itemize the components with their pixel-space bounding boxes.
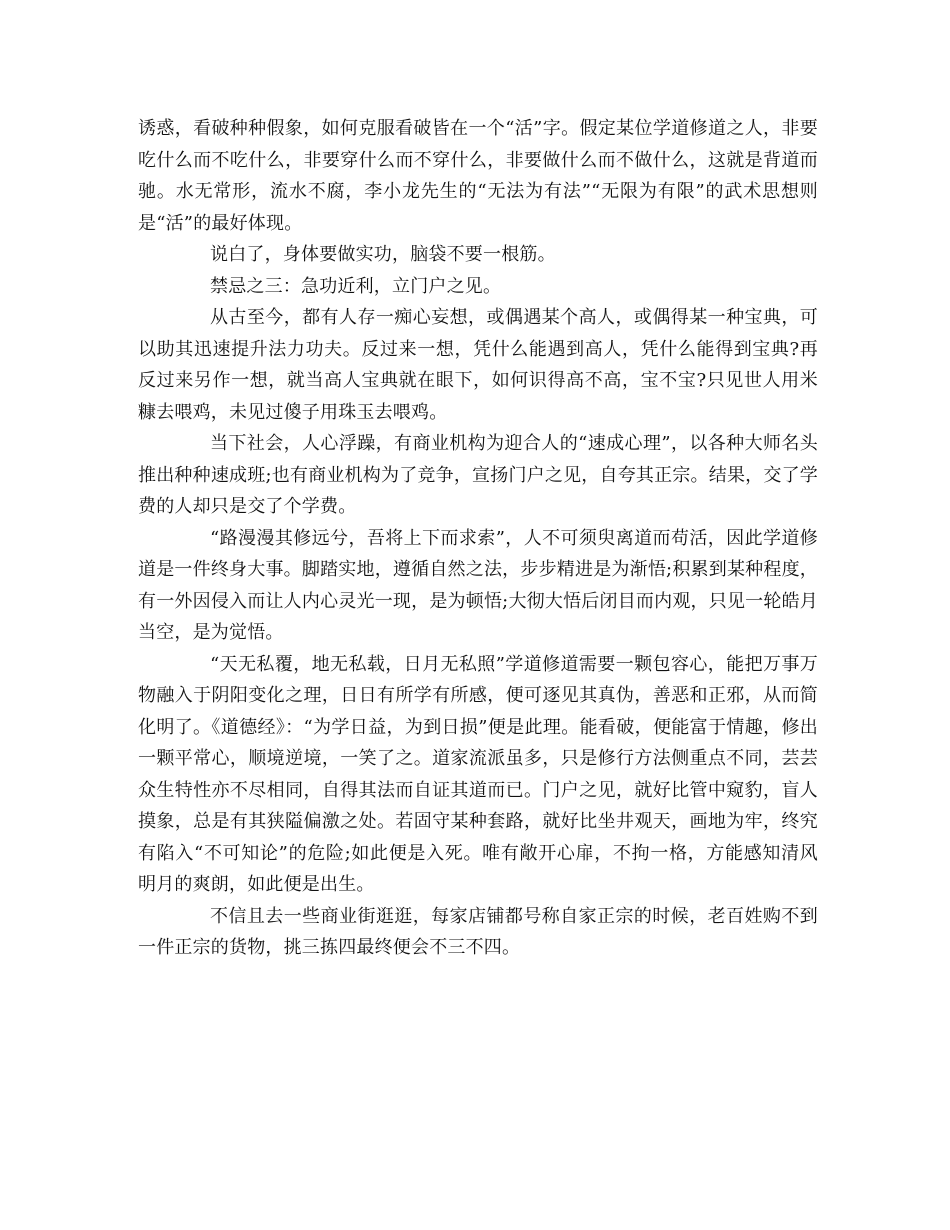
paragraph: “路漫漫其修远兮，吾将上下而求索”，人不可须臾离道而苟活，因此学道修道是一件终身大事。脚踏实地，遵循自然之法，步步精进是为渐悟;积累到某种程度，有一外因侵入而让人内心灵光一现，是为顿悟;大彻大悟后闭目而内观，只见一轮皓月当空，是为觉悟。 (138, 527, 818, 643)
paragraph: 当下社会，人心浮躁，有商业机构为迎合人的“速成心理”，以各种大师名头推出种种速成班;也有商业机构为了竞争，宣扬门户之见，自夸其正宗。结果，交了学费的人却只是交了个学费。 (138, 433, 818, 517)
paragraph: 不信且去一些商业街逛逛，每家店铺都号称自家正宗的时候，老百姓购不到一件正宗的货物，挑三拣四最终便会不三不四。 (138, 905, 818, 958)
section-heading: 禁忌之三：急功近利，立门户之见。 (210, 275, 502, 297)
paragraph: 说白了，身体要做实功，脑袋不要一根筋。 (210, 244, 556, 265)
paragraph: “天无私覆，地无私载，日月无私照”学道修道需要一颗包容心，能把万事万物融入于阴阳变化之理，日日有所学有所感，便可逐见其真伪，善恶和正邪，从而简化明了。《道德经》：“为学日益，为到日损”便是此理。能看破，便能富于情趣，修出一颗平常心，顺境逆境，一笑了之。道家流派虽多，只是修行方法侧重点不同，芸芸众生特性亦不尽相同，自得其法而自证其道而已。门户之见，就好比管中窥豹，盲人摸象，总是有其狭隘偏激之处。若固守某种套路，就好比坐井观天，画地为牢，终究有陷入“不可知论”的危险;如此便是入死。唯有敞开心扉，不拘一格，方能感知清风明月的爽朗，如此便是出生。 (138, 653, 818, 895)
paragraph: 诱惑，看破种种假象，如何克服看破皆在一个“活”字。假定某位学道修道之人，非要吃什么而不吃什么，非要穿什么而不穿什么，非要做什么而不做什么，这就是背道而驰。水无常形，流水不腐，李小龙先生的“无法为有法”“无限为有限”的武术思想则是“活”的最好体现。 (138, 118, 818, 234)
paragraph: 从古至今，都有人存一痴心妄想，或偶遇某个高人，或偶得某一种宝典，可以助其迅速提升法力功夫。反过来一想，凭什么能遇到高人，凭什么能得到宝典?再反过来另作一想，就当高人宝典就在眼下，如何识得高不高，宝不宝?只见世人用米糠去喂鸡，未见过傻子用珠玉去喂鸡。 (138, 307, 818, 423)
document-body (138, 113, 818, 964)
